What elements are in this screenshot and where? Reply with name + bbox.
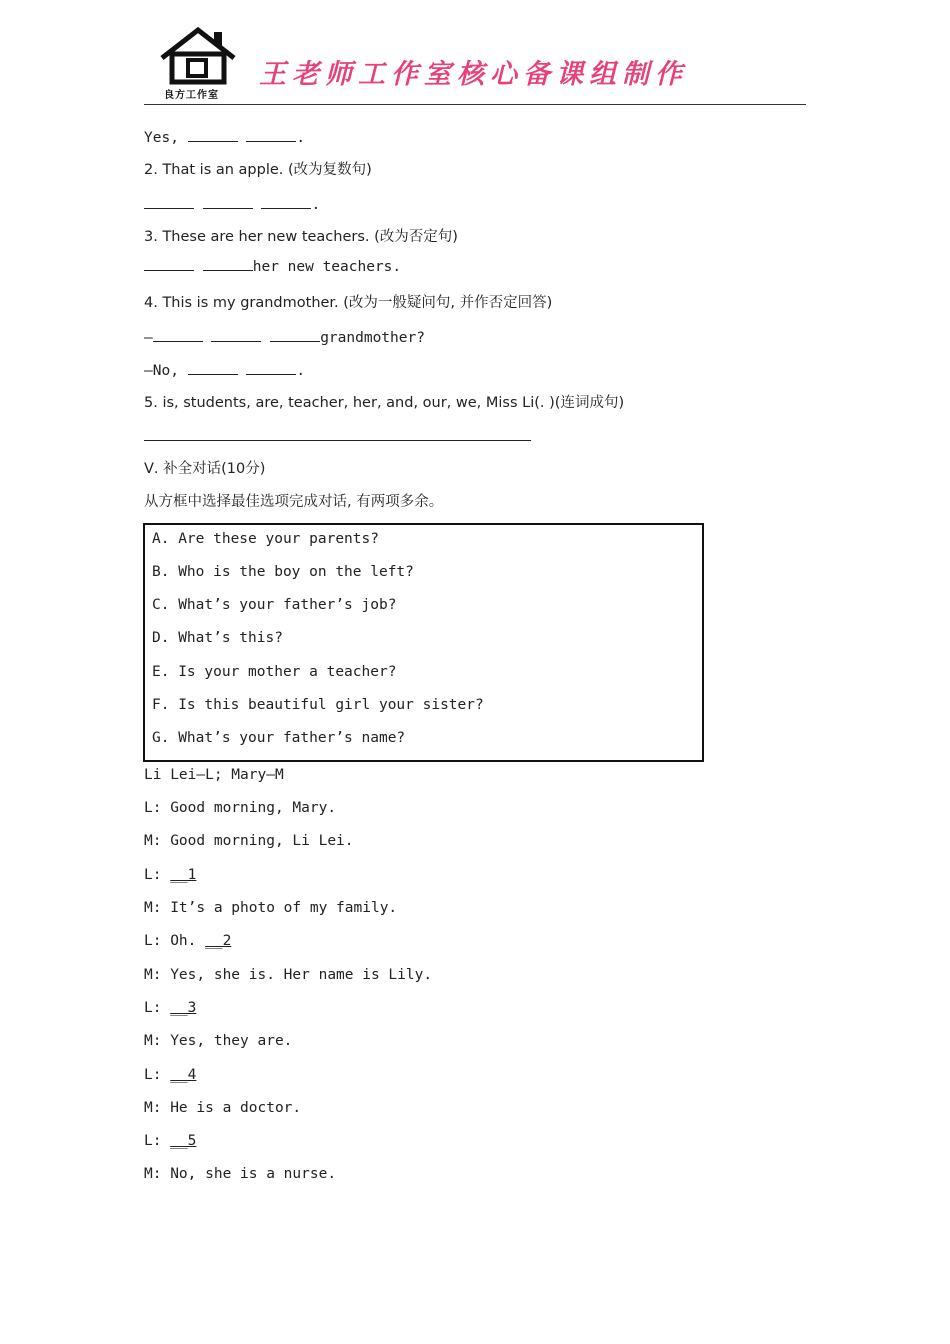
blank-5: __5	[170, 1133, 197, 1149]
q4-answer-line: —No, .	[144, 360, 305, 381]
option-b: B. Who is the boy on the left?	[152, 564, 414, 580]
dialogue-line: L: __5	[144, 1133, 197, 1149]
dialogue-roles: Li Lei—L; Mary—M	[144, 767, 284, 783]
section-5-title: Ⅴ. 补全对话(10分)	[144, 461, 266, 477]
option-a: A. Are these your parents?	[152, 531, 379, 547]
dialogue-line: L: Oh. __2	[144, 933, 232, 949]
section-5-instruction: 从方框中选择最佳选项完成对话, 有两项多余。	[144, 494, 444, 510]
option-c: C. What’s your father’s job?	[152, 597, 397, 613]
q4-prompt: 4. This is my grandmother. (改为一般疑问句, 并作否定回答)	[144, 295, 553, 311]
dialogue-line: L: __1	[144, 867, 197, 883]
dialogue-line: M: Yes, she is. Her name is Lily.	[144, 967, 433, 983]
blank-4: __4	[170, 1067, 197, 1083]
dialogue-line: L: Good morning, Mary.	[144, 800, 337, 816]
dialogue-line: L: __3	[144, 1000, 197, 1016]
q1-answer-line: Yes, .	[144, 127, 305, 148]
blank-3: __3	[170, 1000, 197, 1016]
dialogue-line: M: No, she is a nurse.	[144, 1166, 337, 1182]
q5-prompt: 5. is, students, are, teacher, her, and, our, we, Miss Li(. )(连词成句)	[144, 395, 625, 411]
q5-answer-line	[144, 426, 531, 447]
brand-title: 王老师工作室核心备课组制作	[259, 59, 688, 90]
dialogue-line: M: Good morning, Li Lei.	[144, 833, 354, 849]
q3-answer-line: her new teachers.	[144, 256, 401, 277]
blank-1: __1	[170, 867, 197, 883]
dialogue-line: L: __4	[144, 1067, 197, 1083]
logo-caption: 良方工作室	[164, 90, 219, 101]
blank-2: __2	[205, 933, 232, 949]
option-g: G. What’s your father’s name?	[152, 730, 406, 746]
page-header	[144, 22, 806, 106]
option-d: D. What’s this?	[152, 630, 283, 646]
option-e: E. Is your mother a teacher?	[152, 664, 397, 680]
dialogue-line: M: Yes, they are.	[144, 1033, 293, 1049]
dialogue-line: M: He is a doctor.	[144, 1100, 302, 1116]
q2-answer-line: .	[144, 194, 320, 215]
q2-prompt: 2. That is an apple. (改为复数句)	[144, 162, 372, 178]
option-f: F. Is this beautiful girl your sister?	[152, 697, 484, 713]
q3-prompt: 3. These are her new teachers. (改为否定句)	[144, 229, 458, 245]
q4-question-line: — grandmother?	[144, 327, 425, 348]
dialogue-line: M: It’s a photo of my family.	[144, 900, 398, 916]
header-divider	[144, 104, 806, 105]
